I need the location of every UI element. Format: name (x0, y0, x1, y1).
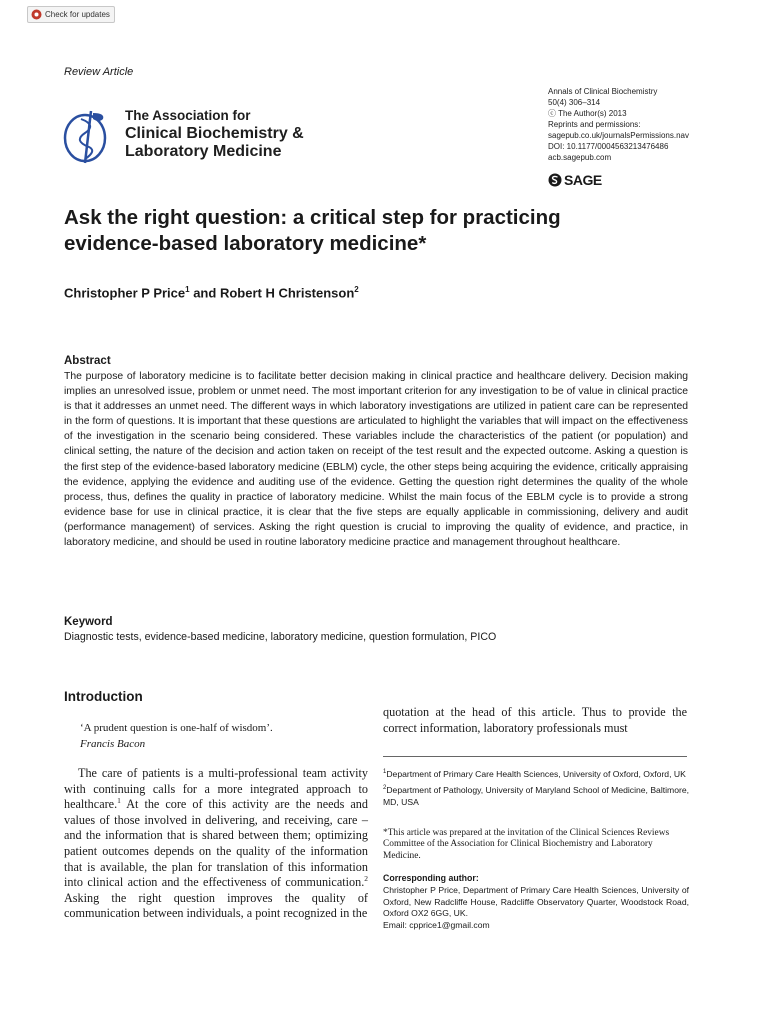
author-affil-sup: 1 (185, 285, 190, 294)
sage-s-icon (548, 173, 562, 187)
intro-text: Asking the right question improves the quality of communication between individuals, a point recognized in the (64, 890, 368, 921)
corresponding-author-heading: Corresponding author: (383, 873, 479, 883)
affil-sup: 1 (383, 769, 387, 775)
intro-paragraph (64, 766, 368, 922)
author-separator: and (189, 285, 220, 301)
intro-text: The care of patients is a multi-professional team activity with continuing calls for a more integrated approach to healthcare. (64, 766, 368, 812)
reference-link[interactable]: 1 (117, 796, 121, 806)
check-updates-icon (31, 9, 42, 20)
keyword-heading: Keyword (64, 616, 113, 628)
title-line-2: evidence-based laboratory medicine* (64, 232, 427, 255)
publisher-name: SAGE (564, 172, 602, 188)
author-name[interactable]: Robert H Christenson (219, 285, 355, 301)
affil-text: Department of Pathology, University of Maryland School of Medicine, Baltimore, MD, USA (383, 785, 690, 807)
introduction-heading: Introduction (64, 689, 143, 704)
abstract-text: The purpose of laboratory medicine is to facilitate better decision making in clinical practice and healthcare delivery. Decision making implies an unresolved issue, problem or unmet need. The most important criterion for any investigation to be of value in clinical practice is that it addresses an unmet need. The different ways in which laboratory investigations are utilized in patient care can be represented in the form of questions. It is important that these questions are articulated to highlight the variables that will impact on the effectiveness of the investigation in the scenario being considered. These variables include the characteristics of the patient (or population) and clinical setting, the nature of the decision and action taken on receipt of the test result and the expected outcome. Asking a question is the first step of the evidence-based laboratory medicine (EBLM) cycle, the other steps being acquiring the evidence, critically appraising the evidence, applying the evidence and auditing use of the evidence. Getting the question right determines the quality of the whole process, thus, defines the quality in practice of laboratory medicine. Whilst the main focus of the EBLM cycle is to provide a strong evidence base for use in clinical practice, it is clear that the five steps are equally applicable in commissioning, delivery and audit (performance management) of services. Asking the right question is crucial to improving the quality of evidence, and practice, in laboratory medicine, and should be used in routine laboratory medicine practice and management throughout healthcare. (64, 371, 688, 549)
abstract-heading: Abstract (64, 355, 111, 367)
logo-line-2: Clinical Biochemistry & (125, 125, 304, 142)
journal-copyright: ⓒ The Author(s) 2013 (548, 109, 627, 118)
reference-link[interactable]: 2 (364, 874, 368, 884)
affil-text: Department of Primary Care Health Sciences, University of Oxford, Oxford, UK (386, 768, 686, 779)
logo-wordmark (125, 107, 304, 161)
corresponding-email-link[interactable]: Email: cpprice1@gmail.com (383, 919, 490, 930)
keyword-text: Diagnostic tests, evidence-based medicine, laboratory medicine, question formulation, PICO (64, 631, 497, 643)
epigraph-quote: ‘A prudent question is one-half of wisdom’. (80, 722, 273, 734)
journal-website-link[interactable]: acb.sagepub.com (548, 153, 612, 162)
caduceus-logo-icon (63, 107, 119, 165)
corresponding-author (383, 885, 689, 931)
journal-info (548, 86, 689, 163)
sage-logo (548, 172, 602, 188)
author-affil-sup: 2 (354, 285, 359, 294)
affiliation-1 (383, 767, 689, 780)
author-name[interactable]: Christopher P Price (64, 285, 186, 301)
epigraph (80, 720, 273, 752)
check-updates-label: Check for updates (45, 10, 110, 19)
journal-reprints: Reprints and permissions: (548, 120, 641, 129)
journal-name: Annals of Clinical Biochemistry (548, 87, 658, 96)
intro-text: At the core of this activity are the needs and values of those involved in delivering, and receiving, care – and the information that is shared between them; optimizing patient outcomes depends on the quality of the information that is available, the plan for translation of this information into clinical action and the effectiveness of communication. (64, 797, 368, 890)
epigraph-author: Francis Bacon (80, 738, 146, 750)
journal-doi[interactable]: DOI: 10.1177/0004563213476486 (548, 142, 669, 151)
affiliation-2 (383, 783, 689, 808)
author-list (64, 285, 359, 300)
corresponding-address: Christopher P Price, Department of Primary Care Health Sciences, University of Oxford, New Radcliffe House, Radcliffe Observatory Quarter, Woodstock Road, Oxford OX2 6GG, UK. (383, 885, 689, 919)
article-title (64, 205, 704, 257)
logo-line-1: The Association for (125, 108, 251, 123)
affil-sup: 2 (383, 785, 387, 792)
journal-volume: 50(4) 306–314 (548, 98, 601, 107)
logo-line-3: Laboratory Medicine (125, 143, 282, 160)
journal-permissions-link[interactable]: sagepub.co.uk/journalsPermissions.nav (548, 131, 689, 140)
affiliations (383, 767, 689, 812)
footnote-divider (383, 756, 687, 757)
check-for-updates-button[interactable] (27, 6, 115, 23)
intro-continuation: quotation at the head of this article. Thus to provide the correct information, laboratory professionals must (383, 705, 687, 735)
article-type: Review Article (64, 66, 134, 78)
article-note: *This article was prepared at the invitation of the Clinical Sciences Reviews Committee of the Association for Clinical Biochemistry and Laboratory Medicine. (383, 828, 670, 861)
association-logo (63, 107, 323, 167)
title-line-1: Ask the right question: a critical step for practicing (64, 206, 561, 229)
